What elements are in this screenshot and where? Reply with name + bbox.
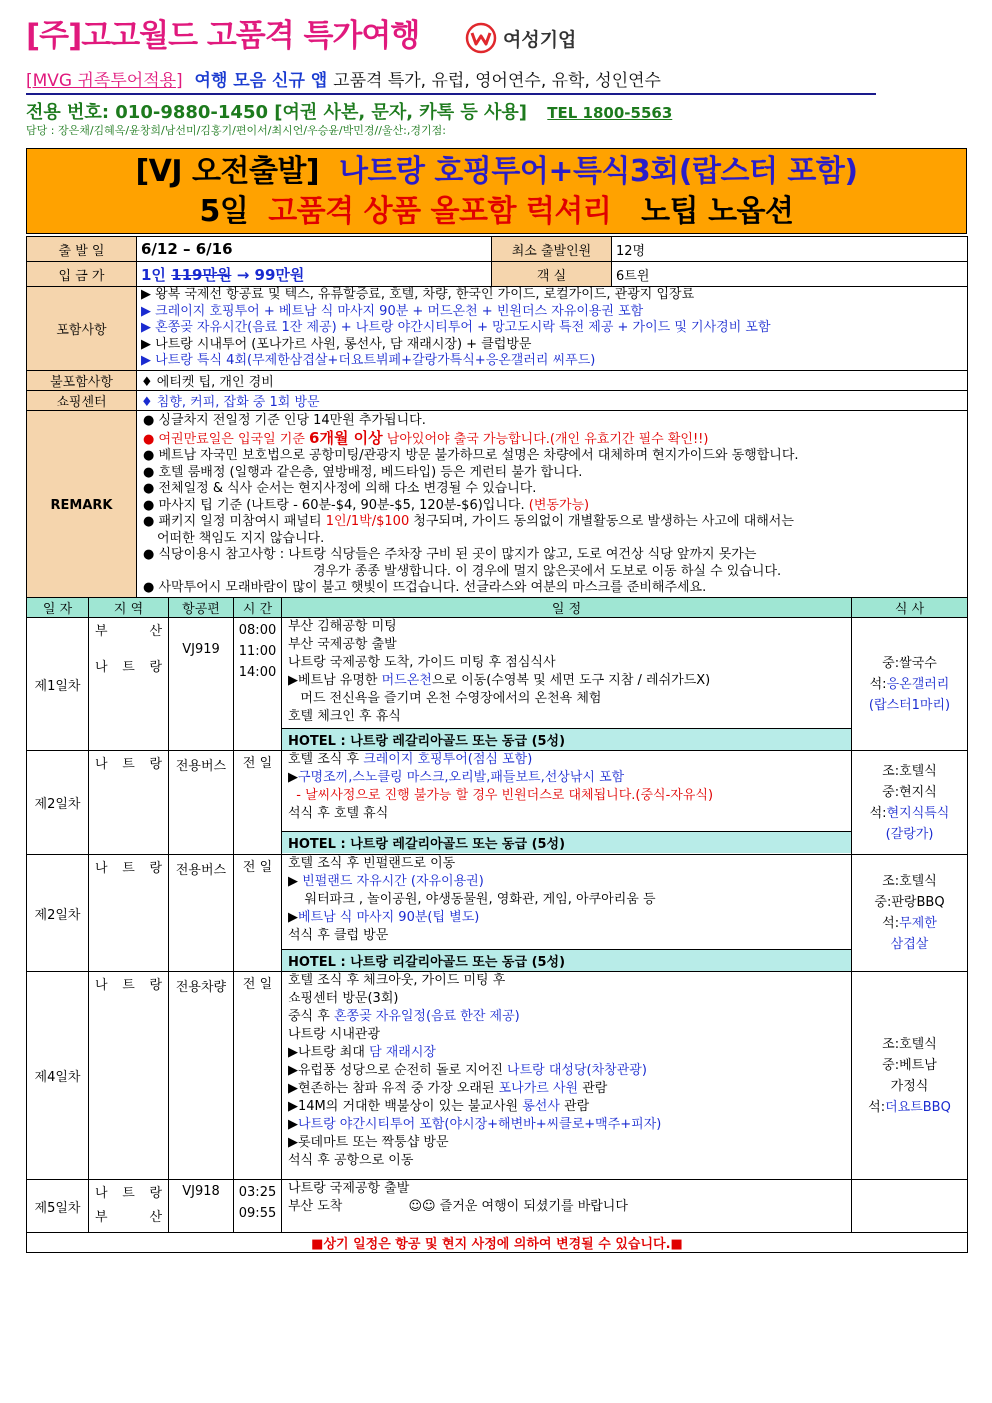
price-label: 입 금 가 — [27, 262, 137, 287]
time-cell — [234, 618, 282, 751]
meal-item: 가정식 — [890, 1078, 929, 1094]
itinerary-line: - 날씨사정으로 진행 불가능 할 경우 빈원더스로 대체됩니다.(중식-자유식) — [288, 788, 714, 803]
meal-item: (갈랑가) — [885, 826, 934, 842]
contact-line — [26, 98, 672, 124]
excludes-label: 불포함사항 — [27, 370, 137, 390]
flight-cell: VJ918 — [169, 1180, 234, 1233]
banner-days: 5일 — [199, 194, 249, 229]
include-item: ▶ 혼쫑곶 자유시간(음료 1잔 제공) + 나트랑 야간시티투어 + 망고도시락 특전 제공 + 가이드 및 기사경비 포함 — [141, 320, 771, 335]
meal-item: 조:호텔식 — [882, 874, 937, 889]
single-charge: ● 싱글차지 전일정 기준 인당 14만원 추가됩니다. — [143, 413, 426, 429]
include-item: ▶ 나트랑 특식 4회(무제한삼겹살+더요트뷔페+갈랑가특식+응온갤러리 씨푸드) — [141, 353, 596, 368]
hotel-info: HOTEL : 나트랑 레갈리아골드 또는 동급 (5성) — [282, 728, 851, 750]
column-header: 항공편 — [169, 598, 234, 618]
remark-item: ● 호텔 룸배정 (일행과 같은층, 옆방배정, 베드타입) 등은 게런티 불가 합니다. — [143, 464, 583, 480]
price-old: 119만원 — [171, 265, 232, 284]
includes-label: 포함사항 — [27, 287, 137, 371]
meal-cell — [852, 855, 968, 972]
itinerary-line: ▶유럽풍 성당으로 순전히 돌로 지어진 나트랑 대성당(차창관광) — [288, 1063, 647, 1078]
region-name: 부 산 — [95, 1210, 162, 1225]
itinerary-line: ▶ 빈펄랜드 자유시간 (자유이용권) — [288, 874, 484, 889]
region-name: 나 트 랑 — [95, 660, 162, 675]
remark-item: 어떠한 책임도 지지 않습니다. — [157, 530, 325, 546]
phone-number: 전용 번호: 010-9880-1450 — [26, 102, 268, 123]
shopping: ♦ 침향, 커피, 잡화 중 1회 방문 — [137, 390, 968, 410]
region-name: 나 트 랑 — [95, 978, 162, 993]
meal-item: 석:응온갤러리 — [869, 676, 950, 692]
remark-item: ● 사막투어시 모래바람이 많이 불고 햇빛이 뜨겁습니다. 선글라스와 여분의 마스크를 준비해주세요. — [143, 580, 707, 596]
time-value: 전 일 — [242, 756, 273, 771]
promo-line — [26, 66, 876, 95]
time-value: 08:00 — [238, 623, 277, 638]
column-header: 시 간 — [234, 598, 282, 618]
flight-cell: VJ919 — [169, 618, 234, 751]
day-label: 제2일차 — [27, 751, 89, 855]
schedule-row — [27, 618, 968, 751]
banner-luxury: 고품격 상품 올포함 럭셔리 — [268, 194, 612, 229]
remark-item: ● 여권만료일은 입국일 기준 6개월 이상 남아있어야 출국 가능합니다.(개인 유효기간 필수 확인!!) — [143, 428, 709, 447]
column-header: 일 자 — [27, 598, 89, 618]
meal-cell — [852, 1180, 968, 1233]
region-name: 나 트 랑 — [95, 757, 162, 772]
itinerary-line: ▶14M의 거대한 백불상이 있는 불교사원 롱선사 관람 — [288, 1099, 590, 1114]
itinerary-line: 나트랑 시내관광 — [288, 1027, 381, 1042]
shopping-label: 쇼핑센터 — [27, 390, 137, 410]
room-label: 객 실 — [492, 262, 612, 287]
women-business-logo-icon — [465, 22, 497, 54]
itinerary-line: ▶베트남 식 마사지 90분(팁 별도) — [288, 910, 480, 925]
itinerary-line: 호텔 조식 후 크레이지 호핑투어(점심 포함) — [288, 752, 533, 767]
include-item: ▶ 크레이지 호핑투어 + 베트남 식 마사지 90분 + 머드온천 + 빈원더스 자유이용권 포함 — [141, 303, 644, 319]
itinerary-line: 부산 국제공항 출발 — [288, 637, 397, 652]
product-banner — [26, 148, 967, 234]
itinerary-line: 호텔 조식 후 빈펄랜드로 이동 — [288, 856, 456, 871]
include-item: ▶ 나트랑 시내투어 (포나가르 사원, 롱선사, 담 재래시장) + 클럽방문 — [141, 336, 532, 352]
itinerary-line: 호텔 조식 후 체크아웃, 가이드 미팅 후 — [288, 973, 506, 988]
itinerary-line: 부산 도착 ☺☺ 즐거운 여행이 되셨기를 바랍니다 — [288, 1199, 628, 1214]
region-cell — [89, 972, 169, 1180]
itinerary-cell — [282, 1180, 852, 1233]
meal-item: (랍스터1마리) — [868, 697, 951, 713]
itinerary-line: ▶롯데마트 또는 짝퉁샵 방문 — [288, 1135, 449, 1150]
meal-cell — [852, 618, 968, 751]
remark-item: ● 패키지 일정 미참여시 패널티 1인/1박/$100 청구되며, 가이드 동의없이 개별활동으로 발생하는 사고에 대해서는 — [143, 514, 794, 530]
include-item: ▶ 왕복 국제선 항공료 및 텍스, 유류할증료, 호텔, 차량, 한국인 가이드, 로컬가이드, 관광지 입장료 — [141, 287, 695, 302]
remark-item: ● 베트남 자국민 보호법으로 공항미팅/관광지 방문 불가하므로 설명은 차량에서 대체하며 현지가이드와 동행합니다. — [143, 448, 799, 464]
itinerary-line: 쇼핑센터 방문(3회) — [288, 991, 399, 1006]
remark-item: ● 식당이용시 참고사항 : 나트랑 식당들은 주차장 구비 된 곳이 많지가 않고, 도로 여건상 식당 앞까지 못가는 — [143, 547, 757, 563]
meal-item: 석:현지식특식 — [869, 805, 950, 821]
remark-item: ● 전체일정 & 식사 순서는 현지사정에 의해 다소 변경될 수 있습니다. — [143, 481, 537, 497]
itinerary-line: ▶나트랑 야간시티투어 포함(야시장+해변바+씨클로+맥주+피자) — [288, 1117, 662, 1132]
time-cell — [234, 751, 282, 855]
price — [137, 262, 492, 287]
meal-item: 석:무제한 — [882, 916, 937, 931]
itinerary-line: 나트랑 국제공항 도착, 가이드 미팅 후 점심식사 — [288, 655, 556, 670]
includes-list — [137, 287, 968, 371]
column-header: 일 정 — [282, 598, 852, 618]
itinerary-line: 석식 후 클럽 방문 — [288, 928, 389, 943]
schedule-footer-note: ■상기 일정은 항공 및 현지 사정에 의하여 변경될 수 있습니다.■ — [27, 1233, 968, 1253]
min-people: 12명 — [612, 237, 968, 262]
flight-cell: 전용차량 — [169, 972, 234, 1180]
itinerary-line: 석식 후 호텔 휴식 — [288, 806, 389, 821]
itinerary-line: 워터파크 , 놀이공원, 야생동물원, 영화관, 게임, 아쿠아리움 등 — [288, 892, 656, 907]
meal-item: 중:판랑BBQ — [874, 895, 945, 910]
flight-cell: 전용버스 — [169, 855, 234, 972]
remark-item: ● 마사지 팁 기준 (나트랑 - 60분-$4, 90분-$5, 120분-$6)입니다. (변동가능) — [143, 497, 590, 513]
time-value: 09:55 — [238, 1206, 277, 1221]
itinerary-line: 나트랑 국제공항 출발 — [288, 1181, 410, 1196]
schedule-row — [27, 972, 968, 1180]
remark-item: 경우가 종종 발생합니다. 이 경우에 멀지 않은곳에서 도보로 이동 하실 수 있습니다. — [313, 563, 782, 579]
staff-list: 담당 : 장은채/김혜옥/윤창희/남선미/김홍기/편이서/최시언/우승윤/박민경//울산:,경기점: — [26, 124, 446, 137]
page-title: [주]고고월드 고품격 특가여행 — [26, 18, 420, 54]
itinerary-cell — [282, 972, 852, 1180]
day-label: 제2일차 — [27, 855, 89, 972]
itinerary-line: 호텔 체크인 후 휴식 — [288, 709, 401, 724]
meal-item: 삼겹살 — [890, 937, 929, 952]
hotel-info: HOTEL : 나트랑 리갈리아골드 또는 동급 (5성) — [282, 949, 851, 971]
itinerary-cell — [282, 618, 852, 751]
flight-cell: 전용버스 — [169, 751, 234, 855]
schedule-row — [27, 855, 968, 972]
region-name: 나 트 랑 — [95, 861, 162, 876]
banner-departure: [VJ 오전출발] — [135, 154, 320, 189]
itinerary-line: 머드 전신욕을 즐기며 온천 수영장에서의 온천욕 체험 — [288, 691, 602, 706]
departure-date: 6/12 – 6/16 — [137, 237, 492, 262]
price-prefix: 1인 — [141, 265, 166, 284]
column-header: 지 역 — [89, 598, 169, 618]
itinerary-cell — [282, 751, 852, 855]
app-notice: 여행 모음 신규 앱 — [194, 71, 328, 91]
region-cell — [89, 751, 169, 855]
region-cell — [89, 1180, 169, 1233]
phone-note: [여권 사본, 문자, 카톡 등 사용] — [274, 102, 528, 123]
mvg-tag: [MVG 귀족투어적용] — [26, 71, 183, 91]
service-desc: 고품격 특가, 유럽, 영어연수, 유학, 성인연수 — [333, 71, 661, 91]
company-logo — [465, 22, 576, 54]
time-value: 전 일 — [242, 977, 273, 992]
schedule-table — [26, 597, 968, 1253]
room-type: 6트윈 — [612, 262, 968, 287]
meal-item: 중:베트남 — [882, 1057, 937, 1073]
schedule-row — [27, 751, 968, 855]
region-cell — [89, 618, 169, 751]
day-label: 제5일차 — [27, 1180, 89, 1233]
time-cell — [234, 1180, 282, 1233]
remark-list — [137, 410, 968, 600]
itinerary-line: ▶구명조끼,스노클링 마스크,오리발,패들보트,선상낚시 포함 — [288, 770, 625, 785]
region-name: 나 트 랑 — [95, 1186, 162, 1201]
price-new: 99만원 — [254, 265, 305, 284]
meal-item: 중:현지식 — [882, 784, 937, 800]
time-value: 11:00 — [238, 644, 277, 659]
hotel-info: HOTEL : 나트랑 레갈리아골드 또는 동급 (5성) — [282, 831, 851, 853]
time-value: 03:25 — [238, 1185, 277, 1200]
time-cell — [234, 972, 282, 1180]
min-people-label: 최소 출발인원 — [492, 237, 612, 262]
region-cell — [89, 855, 169, 972]
itinerary-line: 석식 후 공항으로 이동 — [288, 1153, 414, 1168]
meal-cell — [852, 751, 968, 855]
itinerary-line: ▶베트남 유명한 머드온천으로 이동(수영복 및 세면 도구 지참 / 레쉬가드X) — [288, 673, 711, 688]
meal-cell — [852, 972, 968, 1180]
itinerary-line: 중식 후 혼쫑곶 자유일정(음료 한잔 제공) — [288, 1009, 520, 1024]
departure-label: 출 발 일 — [27, 237, 137, 262]
itinerary-line: ▶나트랑 최대 담 재래시장 — [288, 1045, 436, 1060]
column-header: 식 사 — [852, 598, 968, 618]
meal-item: 조:호텔식 — [882, 1036, 937, 1052]
tel-number: TEL 1800-5563 — [547, 104, 673, 122]
banner-notip: 노팁 노옵션 — [641, 194, 794, 229]
meal-item: 조:호텔식 — [882, 763, 937, 779]
meal-item: 중:쌀국수 — [882, 655, 937, 671]
excludes: ♦ 에티켓 팁, 개인 경비 — [137, 370, 968, 390]
logo-text: 여성기업 — [503, 28, 577, 51]
itinerary-line: 부산 김해공항 미팅 — [288, 619, 397, 634]
time-value: 전 일 — [242, 860, 273, 875]
banner-product: 나트랑 호핑투어+특식3회(랍스터 포함) — [339, 154, 858, 189]
time-value: 14:00 — [238, 665, 277, 680]
day-label: 제1일차 — [27, 618, 89, 751]
meal-item: 석:더요트BBQ — [868, 1099, 951, 1115]
time-cell — [234, 855, 282, 972]
remark-label: REMARK — [27, 410, 137, 600]
schedule-row — [27, 1180, 968, 1233]
day-label: 제4일차 — [27, 972, 89, 1180]
itinerary-cell — [282, 855, 852, 972]
info-table — [26, 236, 968, 601]
itinerary-line: ▶현존하는 참파 유적 중 가장 오래된 포나가르 사원 관람 — [288, 1081, 608, 1096]
price-arrow: → — [236, 265, 250, 284]
region-name: 부 산 — [95, 624, 162, 639]
